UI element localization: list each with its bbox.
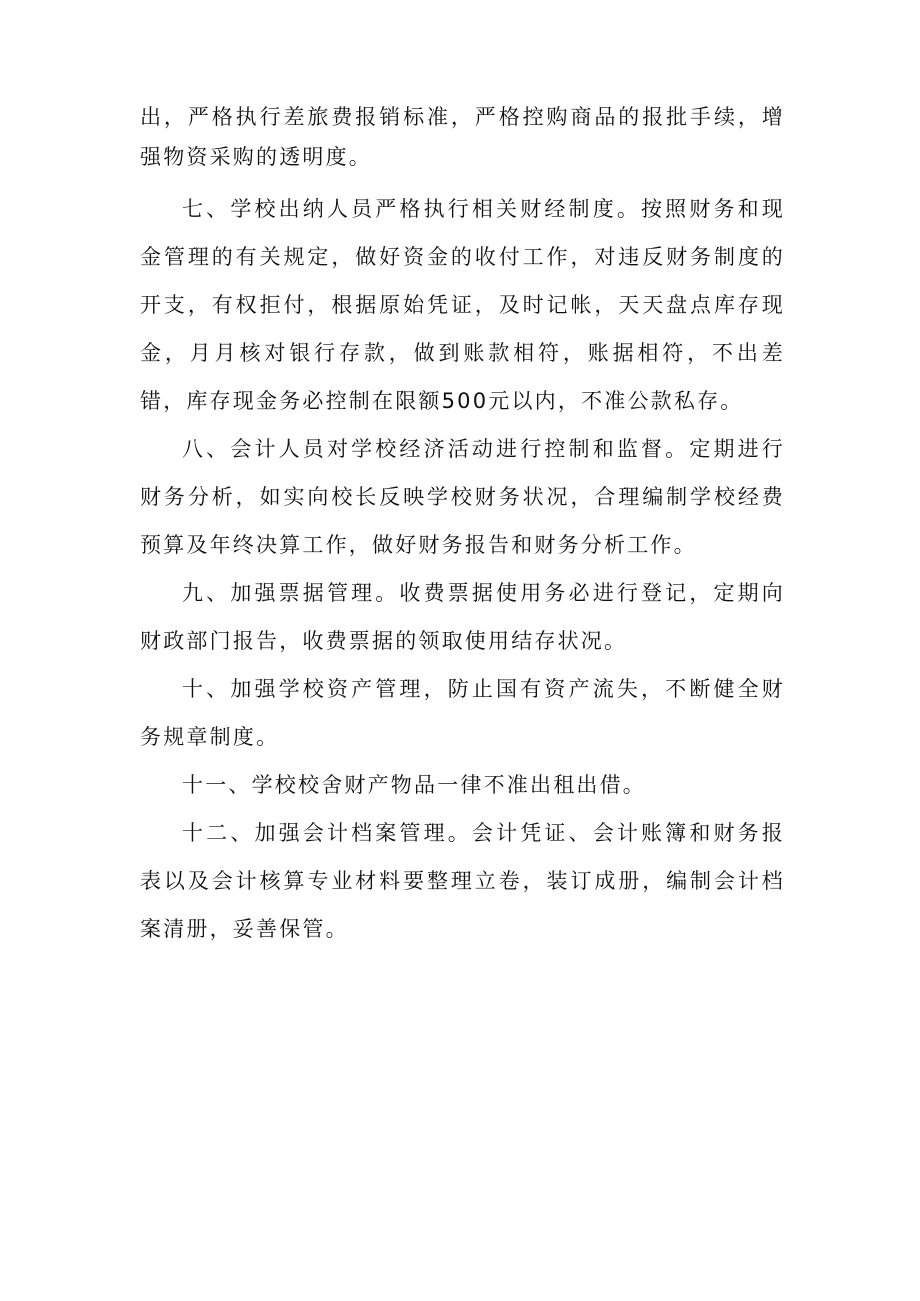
document-body	[140, 97, 785, 953]
paragraph-item-8: 八、会计人员对学校经济活动进行控制和监督。定期进行财务分析，如实向校长反映学校财务状况，合理编制学校经费预算及年终决算工作，做好财务报告和财务分析工作。	[140, 437, 785, 557]
paragraph-item-12: 十二、加强会计档案管理。会计凭证、会计账簿和财务报表以及会计核算专业材料要整理立卷，装订成册，编制会计档案清册，妥善保管。	[140, 821, 785, 941]
paragraph-item-11: 十一、学校校舍财产物品一律不准出租出借。	[182, 773, 646, 797]
paragraph-continuation: 出，严格执行差旅费报销标准，严格控购商品的报批手续，增强物资采购的透明度。	[140, 105, 785, 169]
paragraph-item-10: 十、加强学校资产管理，防止国有资产流失，不断健全财务规章制度。	[140, 677, 785, 749]
paragraph-item-7: 七、学校出纳人员严格执行相关财经制度。按照财务和现金管理的有关规定，做好资金的收付工作，对违反财务制度的开支，有权拒付，根据原始凭证，及时记帐，天天盘点库存现金，月月核对银行存款，做到账款相符，账据相符，不出差错，库存现金务必控制在限额500元以内，不准公款私存。	[140, 197, 785, 413]
paragraph-item-9: 九、加强票据管理。收费票据使用务必进行登记，定期向财政部门报告，收费票据的领取使用结存状况。	[140, 581, 785, 653]
